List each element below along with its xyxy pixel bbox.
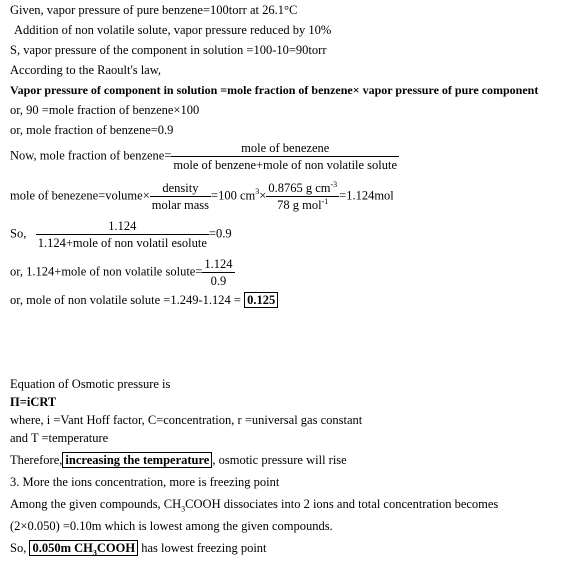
now-numerator: mole of benezene bbox=[241, 141, 330, 155]
answer-ch3cooh-b: COOH bbox=[96, 541, 136, 555]
density-value: 0.8765 g cm bbox=[268, 181, 331, 195]
so-result: =0.9 bbox=[208, 226, 232, 241]
so-fraction bbox=[36, 218, 209, 251]
among-sub: 3 bbox=[181, 504, 186, 514]
volume-exponent: 3 bbox=[255, 187, 260, 197]
density-value-line bbox=[266, 180, 339, 196]
raoult-equation-line: Vapor pressure of component in solution =mole fraction of benzene× vapor pressure of pure component bbox=[10, 83, 539, 97]
osmotic-equation-line: Π=iCRT bbox=[10, 395, 57, 409]
or1-prefix: or, 1.124+mole of non volatile solute= bbox=[10, 264, 203, 279]
mole-benzene-calc-line bbox=[10, 180, 394, 213]
mol-prefix: mole of benezene=volume× bbox=[10, 188, 150, 203]
volume-value: =100 cm bbox=[211, 188, 256, 203]
now-prefix: Now, mole fraction of benzene= bbox=[10, 148, 172, 163]
therefore-prefix: Therefore, bbox=[10, 453, 63, 467]
density-fraction bbox=[150, 180, 211, 213]
among-a: Among the given compounds, CH bbox=[10, 497, 182, 511]
times-sign: × bbox=[259, 188, 267, 203]
so2-prefix: So, bbox=[10, 541, 27, 555]
molar-mass-value: 78 g mol bbox=[277, 198, 322, 212]
therefore-line bbox=[10, 452, 347, 468]
osmotic-intro-line: Equation of Osmotic pressure is bbox=[10, 377, 171, 391]
so-fraction-line bbox=[10, 218, 232, 251]
temperature-def-line: and T =temperature bbox=[10, 431, 109, 445]
or1-denominator: 0.9 bbox=[202, 272, 234, 289]
lowest-freezing-line bbox=[10, 540, 267, 556]
or2-text: or, mole of non volatile solute =1.249-1.124 = bbox=[10, 293, 241, 307]
so-numerator: 1.124 bbox=[108, 219, 137, 233]
molar-mass-label: molar mass bbox=[151, 198, 210, 212]
ions-concentration-line: 3. More the ions concentration, more is freezing point bbox=[10, 475, 280, 489]
or1-fraction bbox=[202, 256, 234, 289]
answer-temperature-box: increasing the temperature bbox=[62, 452, 212, 468]
molar-mass-exponent: -1 bbox=[321, 196, 329, 206]
so2-suffix: has lowest freezing point bbox=[141, 541, 267, 555]
mole-fraction-result-line: or, mole fraction of benzene=0.9 bbox=[10, 123, 174, 137]
answer-ch3cooh-sub: 3 bbox=[92, 548, 97, 558]
molar-mass-value-line bbox=[266, 196, 339, 213]
answer-0125-box: 0.125 bbox=[244, 292, 278, 308]
answer-ch3cooh-box bbox=[29, 540, 138, 556]
mol-result: =1.124mol bbox=[339, 188, 394, 203]
addition-line: Addition of non volatile solute, vapor pressure reduced by 10% bbox=[14, 23, 332, 37]
now-denominator: mole of benzene+mole of non volatile solute bbox=[173, 158, 398, 172]
mole-fraction-formula-line bbox=[10, 140, 399, 173]
density-value-fraction bbox=[266, 180, 339, 213]
where-line: where, i =Vant Hoff factor, C=concentration, r =universal gas constant bbox=[10, 413, 363, 427]
among-b: COOH dissociates into 2 ions and total concentration becomes bbox=[185, 497, 499, 511]
so-denominator: 1.124+mole of non volatil esolute bbox=[37, 236, 207, 250]
density-exponent: -3 bbox=[330, 179, 338, 189]
therefore-suffix: , osmotic pressure will rise bbox=[212, 453, 347, 467]
mole-fraction-fraction bbox=[171, 140, 399, 173]
mole-fraction-eq-line: or, 90 =mole fraction of benzene×100 bbox=[10, 103, 200, 117]
raoult-law-line: According to the Raoult's law, bbox=[10, 63, 162, 77]
final-mole-line bbox=[10, 292, 278, 308]
vapor-pressure-solution-line: S, vapor pressure of the component in solution =100-10=90torr bbox=[10, 43, 327, 57]
answer-ch3cooh-a: 0.050m CH bbox=[32, 541, 93, 555]
given-line: Given, vapor pressure of pure benzene=100torr at 26.1°C bbox=[10, 3, 298, 17]
or-fraction-line bbox=[10, 256, 235, 289]
among-compounds-line bbox=[10, 496, 498, 512]
so-prefix: So, bbox=[10, 226, 27, 241]
density-label: density bbox=[162, 181, 199, 195]
concentration-calc-line: (2×0.050) =0.10m which is lowest among the given compounds. bbox=[10, 519, 333, 533]
or1-numerator: 1.124 bbox=[204, 257, 233, 271]
